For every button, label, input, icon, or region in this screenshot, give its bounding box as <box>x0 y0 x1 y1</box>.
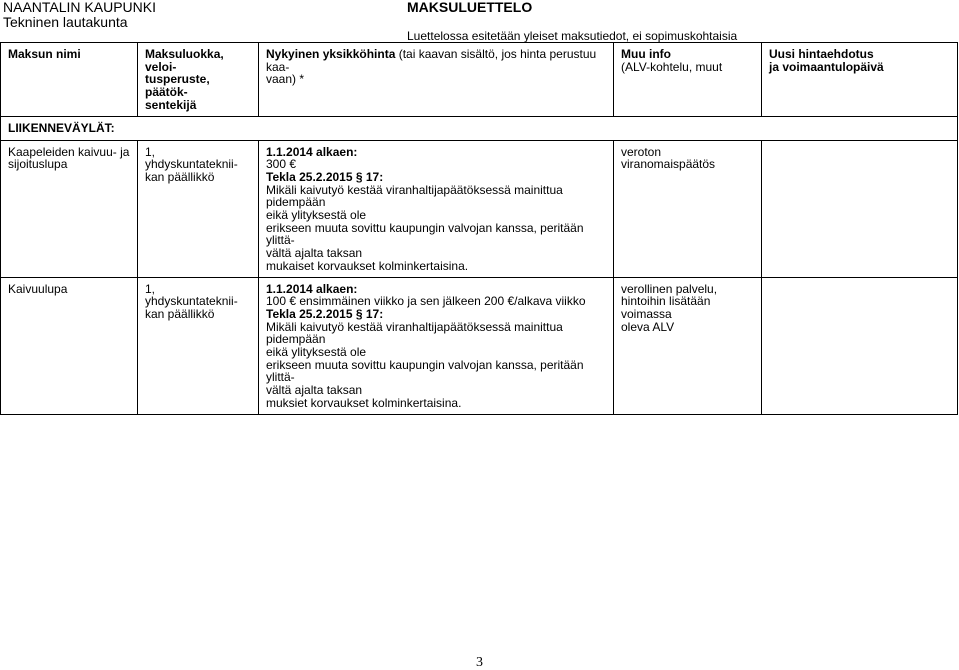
terms-text: Mikäli kaivutyö kestää viranhaltijapäätöksessä mainittua pidempään eikä ylityksestä ole erikseen muuta sovittu kaupungin valvojan kanssa, peritään ylittä- vältä ajalta taksan mukaiset korvaukset kolminkertaisina. <box>266 182 584 273</box>
org-name: NAANTALIN KAUPUNKI <box>3 0 156 15</box>
fee-table <box>0 42 958 415</box>
col-header-name-text: Maksun nimi <box>8 47 81 61</box>
fee-info: verollinen palvelu, hintoihin lisätään voimassa oleva ALV <box>614 277 762 414</box>
fee-name: Kaapeleiden kaivuu- ja sijoituslupa <box>1 140 138 277</box>
section-title: LIIKENNEVÄYLÄT: <box>1 116 958 140</box>
tekla-label: Tekla 25.2.2015 § 17: <box>266 306 384 321</box>
col-header-name <box>1 43 138 117</box>
col-header-info-rest: (ALV-kohtelu, muut <box>621 59 723 74</box>
col-header-info-bold: Muu info <box>621 47 671 61</box>
col-header-new-text: Uusi hintaehdotus ja voimaantulopäivä <box>769 47 884 74</box>
col-header-price-bold: Nykyinen yksikköhinta <box>266 47 396 61</box>
section-row <box>1 116 958 140</box>
header-row <box>1 43 958 117</box>
table-row <box>1 277 958 414</box>
fee-info: veroton viranomaispäätös <box>614 140 762 277</box>
price-value: 100 € ensimmäinen viikko ja sen jälkeen 200 €/alkava viikko <box>266 294 586 309</box>
col-header-new <box>762 43 958 117</box>
department-name: Tekninen lautakunta <box>3 14 128 30</box>
col-header-class-text: Maksuluokka, veloi- tusperuste, päätök- sentekijä <box>145 47 224 112</box>
fee-new-price <box>762 140 958 277</box>
fee-class: 1, yhdyskuntateknii- kan päällikkö <box>138 277 259 414</box>
col-header-price-rest: (tai kaavan sisältö, jos hinta perustuu kaa- vaan) * <box>266 47 597 87</box>
valid-from-label: 1.1.2014 alkaen: <box>266 144 358 159</box>
fee-new-price <box>762 277 958 414</box>
fee-price <box>259 140 614 277</box>
col-header-price <box>259 43 614 117</box>
fee-class: 1, yhdyskuntateknii- kan päällikkö <box>138 140 259 277</box>
price-value: 300 € <box>266 157 297 172</box>
col-header-info <box>614 43 762 117</box>
document-title: MAKSULUETTELO <box>407 0 533 15</box>
valid-from-label: 1.1.2014 alkaen: <box>266 281 358 296</box>
tekla-label: Tekla 25.2.2015 § 17: <box>266 169 384 184</box>
fee-name: Kaivuulupa <box>1 277 138 414</box>
col-header-class <box>138 43 259 117</box>
fee-price <box>259 277 614 414</box>
page-number: 3 <box>476 655 483 670</box>
document-subtitle: Luettelossa esitetään yleiset maksutiedot, ei sopimuskohtaisia <box>407 29 738 43</box>
table-row <box>1 140 958 277</box>
organization-header <box>3 0 156 30</box>
terms-text: Mikäli kaivutyö kestää viranhaltijapäätöksessä mainittua pidempään eikä ylityksestä ole erikseen muuta sovittu kaupungin valvojan kanssa, peritään ylittä- vältä ajalta taksan muksiet korvaukset kolminkertaisina. <box>266 319 584 410</box>
